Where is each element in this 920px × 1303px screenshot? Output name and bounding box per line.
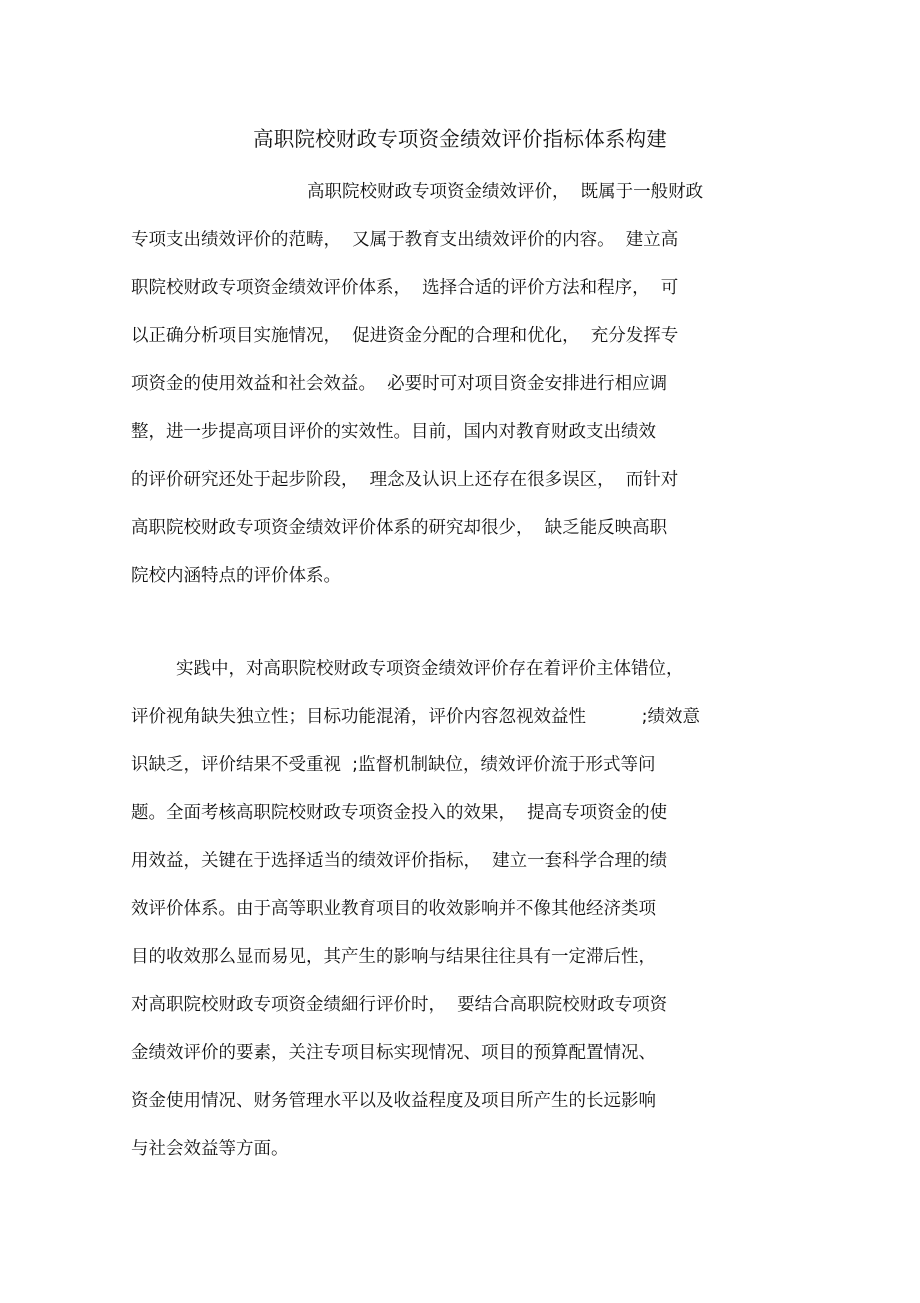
paragraph-1-line-6: 整，进一步提高项目评价的实效性。目前，国内对教育财政支出绩效 [131,422,656,442]
paragraph-2-line-3: 识缺乏，评价结果不受重视 ;监督机制缺位，绩效评价流于形式等问 [131,755,656,775]
paragraph-1-line-1: 高职院校财政专项资金绩效评价， 既属于一般财政 [307,182,704,202]
paragraph-2-line-2: 评价视角缺失独立性；目标功能混淆，评价内容忽视效益性 ;绩效意 [131,707,701,727]
document-title: 高职院校财政专项资金绩效评价指标体系构建 [253,127,667,151]
paragraph-2-line-10: 资金使用情况、财务管理水平以及收益程度及项目所产生的长远影响 [131,1091,656,1111]
paragraph-1-line-9: 院校内涵特点的评价体系。 [131,566,341,586]
paragraph-2-line-8: 对高职院校财政专项资金绩細行评价时， 要结合高职院校财政专项资 [131,995,668,1015]
paragraph-2-line-5: 用效益，关键在于选择适当的绩效评价指标， 建立一套科学合理的绩 [131,851,668,871]
paragraph-2-line-6: 效评价体系。由于高等职业教育项目的收效影响并不像其他经济类项 [131,899,656,919]
paragraph-1-line-3: 职院校财政专项资金绩效评价体系， 选择合适的评价方法和程序， 可 [131,278,679,298]
paragraph-2-line-1: 实践中，对高职院校财政专项资金绩效评价存在着评价主体错位， [176,659,684,679]
paragraph-1-line-2: 专项支出绩效评价的范畴， 又属于教育支出绩效评价的内容。 建立高 [131,230,679,250]
paragraph-2-line-7: 目的收效那么显而易见，其产生的影响与结果往往具有一定滞后性， [131,947,656,967]
paragraph-2-line-9: 金绩效评价的要素，关注专项目标实现情况、项目的预算配置情况、 [131,1043,656,1063]
paragraph-1-line-4: 以正确分析项目实施情况， 促进资金分配的合理和优化， 充分发挥专 [131,326,679,346]
paragraph-1-line-7: 的评价研究还处于起步阶段， 理念及认识上还存在很多误区， 而针对 [131,470,679,490]
paragraph-2-line-11: 与社会效益等方面。 [131,1139,289,1159]
paragraph-2-line-4: 题。全面考核高职院校财政专项资金投入的效果， 提高专项资金的使 [131,803,668,823]
paragraph-1-line-5: 项资金的使用效益和社会效益。 必要时可对项目资金安排进行相应调 [131,374,668,394]
paragraph-1-line-8: 高职院校财政专项资金绩效评价体系的研究却很少， 缺乏能反映高职 [131,518,668,538]
